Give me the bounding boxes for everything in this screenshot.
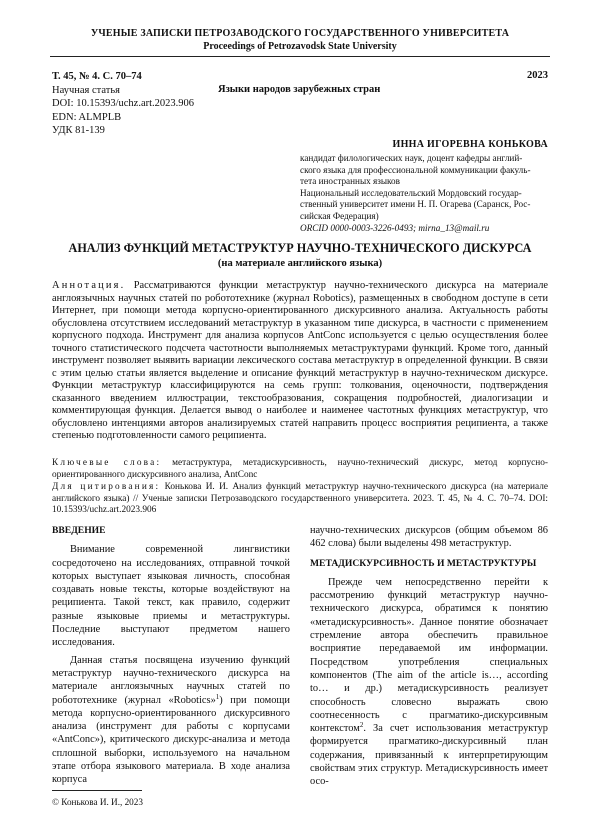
affiliation-line: ственный университет имени Н. П. Огарева (Саранск, Рос- (300, 199, 531, 210)
affiliation-line: сийская Федерация) (300, 210, 379, 221)
author-name: ИННА ИГОРЕВНА КОНЬКОВА (392, 139, 548, 150)
citation-text: Конькова И. И. Анализ функций метаструктур научно-технического дискурса (на материале английского языка) // Ученые записки Петрозаводского государственного университета. 2023. Т. 45, № 4. С. 70–74. DOI: 10.15393/uchz.art.2023.906 (52, 482, 548, 516)
keywords-text: метаструктура, метадискурсивность, научно-технический дискурс, метод корпусно-ориентированного дискурсивного анализа, AntConc (52, 458, 548, 480)
volume-info: Т. 45, № 4. С. 70–74 (52, 71, 142, 82)
paragraph-text: ) при помощи метода корпусно-ориентированного дискурсивного анализа (инструмент для работы с корпусами «AntConc»), критического дискурс-анализа и метода сплошной выборки, используемого на начальном этапе отбора языкового материала. В ходе анализа корпуса (52, 694, 290, 786)
header-divider (50, 56, 550, 57)
paragraph: научно-технических дискурсов (общим объемом 86 462 слова) были выделены 498 метаструктур. (310, 525, 548, 550)
footnote-ref[interactable]: 1 (215, 692, 220, 701)
rubric: Языки народов зарубежных стран (218, 84, 381, 95)
article-type: Научная статья (52, 84, 120, 96)
affiliation-line: тета иностранных языков (300, 176, 400, 187)
citation-label: Для цитирования: (52, 482, 161, 492)
paragraph (52, 654, 290, 787)
udk: УДК 81-139 (52, 125, 105, 137)
abstract (52, 280, 548, 443)
affiliation-line: Национальный исследовательский Мордовский государ- (300, 187, 522, 198)
body-column-right (310, 524, 548, 793)
journal-title-en: Proceedings of Petrozavodsk State University (203, 41, 397, 52)
abstract-text: Рассматриваются функции метаструктур научно-технического дискурса на материале англоязычных научных статей по робототехнике (журнал Robotics), размещенных в свободном доступе в сети Интернет, при помощи метода корпусно-ориентированного дискурсивного анализа. Актуальность работы обусловлена отсутствием исследований метаструктур в указанном типе дискурса, в частности с применением корпусного подхода. Инструмент для анализа корпусов AntConc используется с целью осуществления более точного статистического подсчета частотности выполняемых метаструктурами функций. Кроме того, данный инструмент позволяет выявить вариации лексического состава метаструктур в определенной функции. В связи с этим целью статьи является выделение и описание функций метаструктур в научно-техническом дискурсе. Функции метаструктур классифицируются на семь групп: толкования, оценочности, подтверждения сказанного введением иллюстрации, текстообразования, сокращения подробностей, диалогизации и комментирующая функция. Делается вывод о наиболее и наименее частотных функциях метаструктур, что обусловлено интенциями авторов анализируемых статей направить процесс восприятия реципиента, а также степенью подготовленности самого реципиента. (52, 280, 548, 441)
footnote-divider (52, 790, 142, 791)
section-heading-metadiscourse: МЕТАДИСКУРСИВНОСТЬ И МЕТАСТРУКТУРЫ (310, 557, 537, 569)
footnote-ref[interactable]: 2 (359, 721, 364, 730)
article-subtitle: (на материале английского языка) (217, 258, 383, 269)
section-heading-intro: ВВЕДЕНИЕ (52, 525, 106, 536)
orcid-email: ORCID 0000-0003-3226-0493; mirna_13@mail.ru (300, 222, 490, 233)
journal-title-ru: УЧЕНЫЕ ЗАПИСКИ ПЕТРОЗАВОДСКОГО ГОСУДАРСТВЕННОГО УНИВЕРСИТЕТА (90, 28, 510, 39)
paragraph-text: Данная статья посвящена изучению функций метаструктур научно-технического дискурса на материале англоязычных научных статей по робототехнике (журнал «Robotics» (52, 654, 290, 706)
copyright: © Конькова И. И., 2023 (52, 797, 143, 807)
citation (52, 482, 548, 517)
abstract-label: Аннотация. (52, 280, 126, 291)
year: 2023 (527, 70, 548, 81)
paragraph (310, 576, 548, 789)
author-affiliation (300, 153, 550, 234)
doi: DOI: 10.15393/uchz.art.2023.906 (52, 98, 195, 110)
affiliation-line: ского языка для профессиональной коммуникации факуль- (300, 164, 531, 175)
article-meta (52, 70, 194, 138)
body-column-left (52, 524, 290, 791)
keywords-label: Ключевые слова: (52, 458, 162, 468)
affiliation-line: кандидат филологических наук, доцент кафедры англий- (300, 153, 523, 163)
edn: EDN: ALMPLB (52, 111, 122, 123)
paragraph-text: Прежде чем непосредственно перейти к рассмотрению функций метаструктур научно-технического дискурса, обратимся к понятию «метадискурсивность». Данное понятие обозначает стремление автора обеспечить правильное восприятие передаваемой им информации. Посредством употребления специальных компонентов (The aim of the article is…, according to… и др.) метадискурсивность реализует способность словесно выражать свою соотнесенность с прагматико-дискурсивным контекстом (310, 576, 548, 735)
paragraph: Внимание современной лингвистики сосредоточено на исследованиях, отправной точкой которых выступает языковая личность, способная создавать новые тексты, которые воздействуют на реципиента. Такой текст, как правило, содержит разные языковые приемы и метаструктуры. Последние выступают предметом нашего исследования. (52, 544, 290, 649)
paragraph-text: . За счет использования метаструктур формируется прагматико-дискурсивный план содержания, привязанный к интерпретирующим свойствам этих структур. Метадискурсивность имеет осо- (310, 723, 548, 788)
keywords (52, 458, 548, 481)
article-title: АНАЛИЗ ФУНКЦИЙ МЕТАСТРУКТУР НАУЧНО-ТЕХНИЧЕСКОГО ДИСКУРСА (68, 241, 532, 255)
